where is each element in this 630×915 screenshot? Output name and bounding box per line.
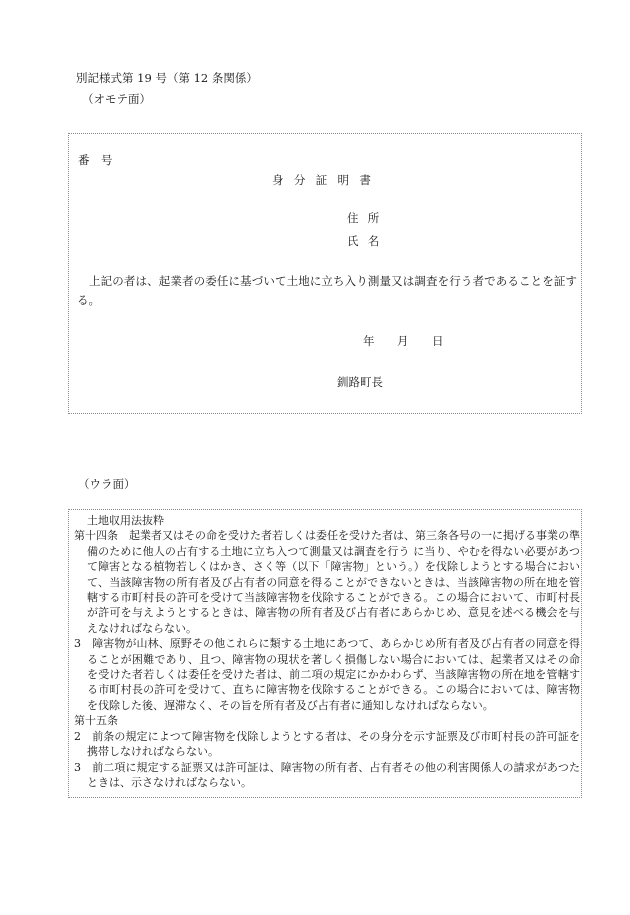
item-text: 前条の規定によつて障害物を伐除しようとする者は、その身分を示す証票及び市町村長の許可証を携帯しなければならない。 [87, 729, 581, 759]
law-title: 土地収用法抜粋 [87, 514, 164, 527]
date-month: 月 [397, 334, 409, 348]
item-number: 3 [74, 760, 81, 774]
address-label: 住所 [347, 211, 389, 225]
article-14 [74, 528, 580, 636]
date-year: 年 [363, 334, 375, 348]
article-14-text: 起業者又はその命を受けた者若しくは委任を受けた者は、第三条各号の一に掲げる事業の準備のために他人の占有する土地に立ち入つて測量又は調査を行う に当り、やむを得ない必要があつて障害となる植物若しくはかき、さく等（以下「障害物」という。）を伐除しようとする場合において、当該障害物の所有者及び占有者の同意を得ることができないときは、当該障害物の所在地を管轄する市町村長の許可を受けて当該障害物を伐除することができる。この場合において、市町村長が許可を与えようとするときは、障害物の所有者及び占有者にあらかじめ、意見を述べる機会を与えなければならない。 [87, 529, 580, 635]
form-number-header: 別記様式第 19 号（第 12 条関係） [76, 71, 258, 85]
name-label: 氏名 [347, 234, 389, 248]
number-label: 番 号 [78, 153, 113, 167]
front-side-label: （オモテ面） [82, 92, 151, 106]
certificate-title: 身分証明書 [272, 173, 382, 187]
back-side-label: （ウラ面） [78, 477, 136, 491]
article-15-label: 第十五条 [74, 714, 118, 728]
item-text: 障害物が山林、原野その他これらに類する土地にあつて、あらかじめ所有者及び占有者の同意を得ることが困難であり、且つ、障害物の現状を著しく損傷しない場合においては、起業者又はその命を受けた者若しくは委任を受けた者は、前二項の規定にかかわらず、当該障害物の所在地を管轄する市町村長の許可を受けて、直ちに障害物を伐除することができる。この場合においては、障害物を伐除した後、遅滞なく、その旨を所有者及び占有者に通知しなければならない。 [87, 637, 580, 712]
item-number: 2 [74, 729, 81, 743]
date-day: 日 [432, 334, 444, 348]
certificate-body: 上記の者は、起業者の委任に基づいて土地に立ち入り測量又は調査を行う者であることを証する。 [77, 274, 577, 307]
article-14-item-3 [74, 636, 580, 713]
article-15-item-2 [74, 729, 580, 760]
item-text: 前二項に規定する証票又は許可証は、障害物の所有者、占有者その他の利害関係人の請求があつたときは、示さなければならない。 [87, 760, 581, 789]
article-15-item-3 [74, 760, 580, 791]
issuer: 釧路町長 [337, 375, 383, 389]
item-number: 3 [74, 637, 81, 651]
law-excerpt [74, 513, 580, 790]
article-14-label: 第十四条 [74, 529, 118, 543]
